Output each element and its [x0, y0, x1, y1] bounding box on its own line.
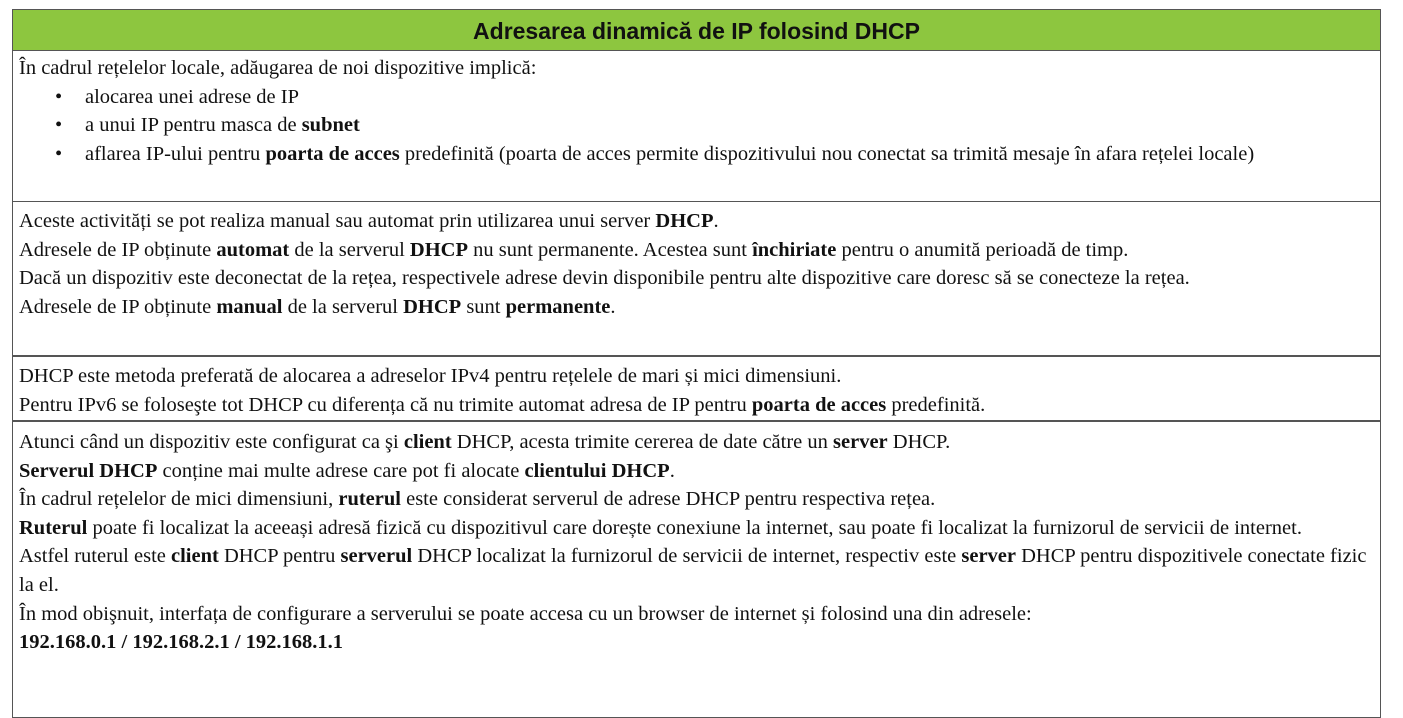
dhcp-table: [12, 9, 1381, 718]
router-addresses: 192.168.0.1 / 192.168.2.1 / 192.168.1.1: [19, 631, 344, 654]
paragraph-line: Astfel ruterul este client DHCP pentru serverul DHCP localizat la furnizorul de servicii de internet, respectiv este server DHCP pentru dispozitivele conectate fizic la el.: [19, 545, 1367, 596]
paragraph-line: Ruterul poate fi localizat la aceeași adresă fizică cu dispozitivul care dorește conexiune la internet, sau poate fi localizat la furnizorul de servicii de internet.: [19, 516, 1302, 539]
paragraph-line: Aceste activități se pot realiza manual sau automat prin utilizarea unui server DHCP.: [19, 210, 719, 232]
paragraph-line: DHCP este metoda preferată de alocarea a adreselor IPv4 pentru rețelele de mari și mici dimensiuni.: [19, 365, 842, 387]
paragraph-line: Serverul DHCP conține mai multe adrese care pot fi alocate clientului DHCP.: [19, 459, 675, 482]
requirements-list: [19, 83, 1374, 169]
paragraph-line: În mod obişnuit, interfața de configurare a serverului se poate accesa cu un browser de internet și folosind una din adresele:: [19, 602, 1032, 625]
section-intro: [13, 51, 1380, 202]
paragraph-line: Adresele de IP obținute manual de la serverul DHCP sunt permanente.: [19, 295, 616, 318]
paragraph-line: Atunci când un dispozitiv este configurat ca şi client DHCP, acesta trimite cererea de date către un server DHCP.: [19, 431, 951, 453]
list-item: • a unui IP pentru masca de subnet: [85, 111, 1374, 140]
list-item: • alocarea unei adrese de IP: [85, 83, 1374, 112]
paragraph-line: Dacă un dispozitiv este deconectat de la rețea, respectivele adrese devin disponibile pentru alte dispozitive care doresc să se conecteze la rețea.: [19, 267, 1190, 290]
paragraph-line: În cadrul rețelelor de mici dimensiuni, ruterul este considerat serverul de adrese DHCP pentru respectiva rețea.: [19, 488, 936, 511]
intro-text: În cadrul rețelelor locale, adăugarea de noi dispozitive implică:: [19, 57, 537, 79]
list-item: • aflarea IP-ului pentru poarta de acces predefinită (poarta de acces permite dispozitivului nou conectat sa trimită mesaje în afara rețelei locale): [85, 140, 1374, 169]
section-client-server: [13, 422, 1380, 717]
section-ipv: [13, 357, 1380, 422]
table-title: Adresarea dinamică de IP folosind DHCP: [13, 10, 1380, 51]
paragraph-line: Adresele de IP obținute automat de la serverul DHCP nu sunt permanente. Acestea sunt închiriate pentru o anumită perioadă de timp.: [19, 238, 1129, 261]
paragraph-line: Pentru IPv6 se foloseşte tot DHCP cu diferența că nu trimite automat adresa de IP pentru poarta de acces predefinită.: [19, 393, 986, 416]
section-allocation: [13, 202, 1380, 357]
